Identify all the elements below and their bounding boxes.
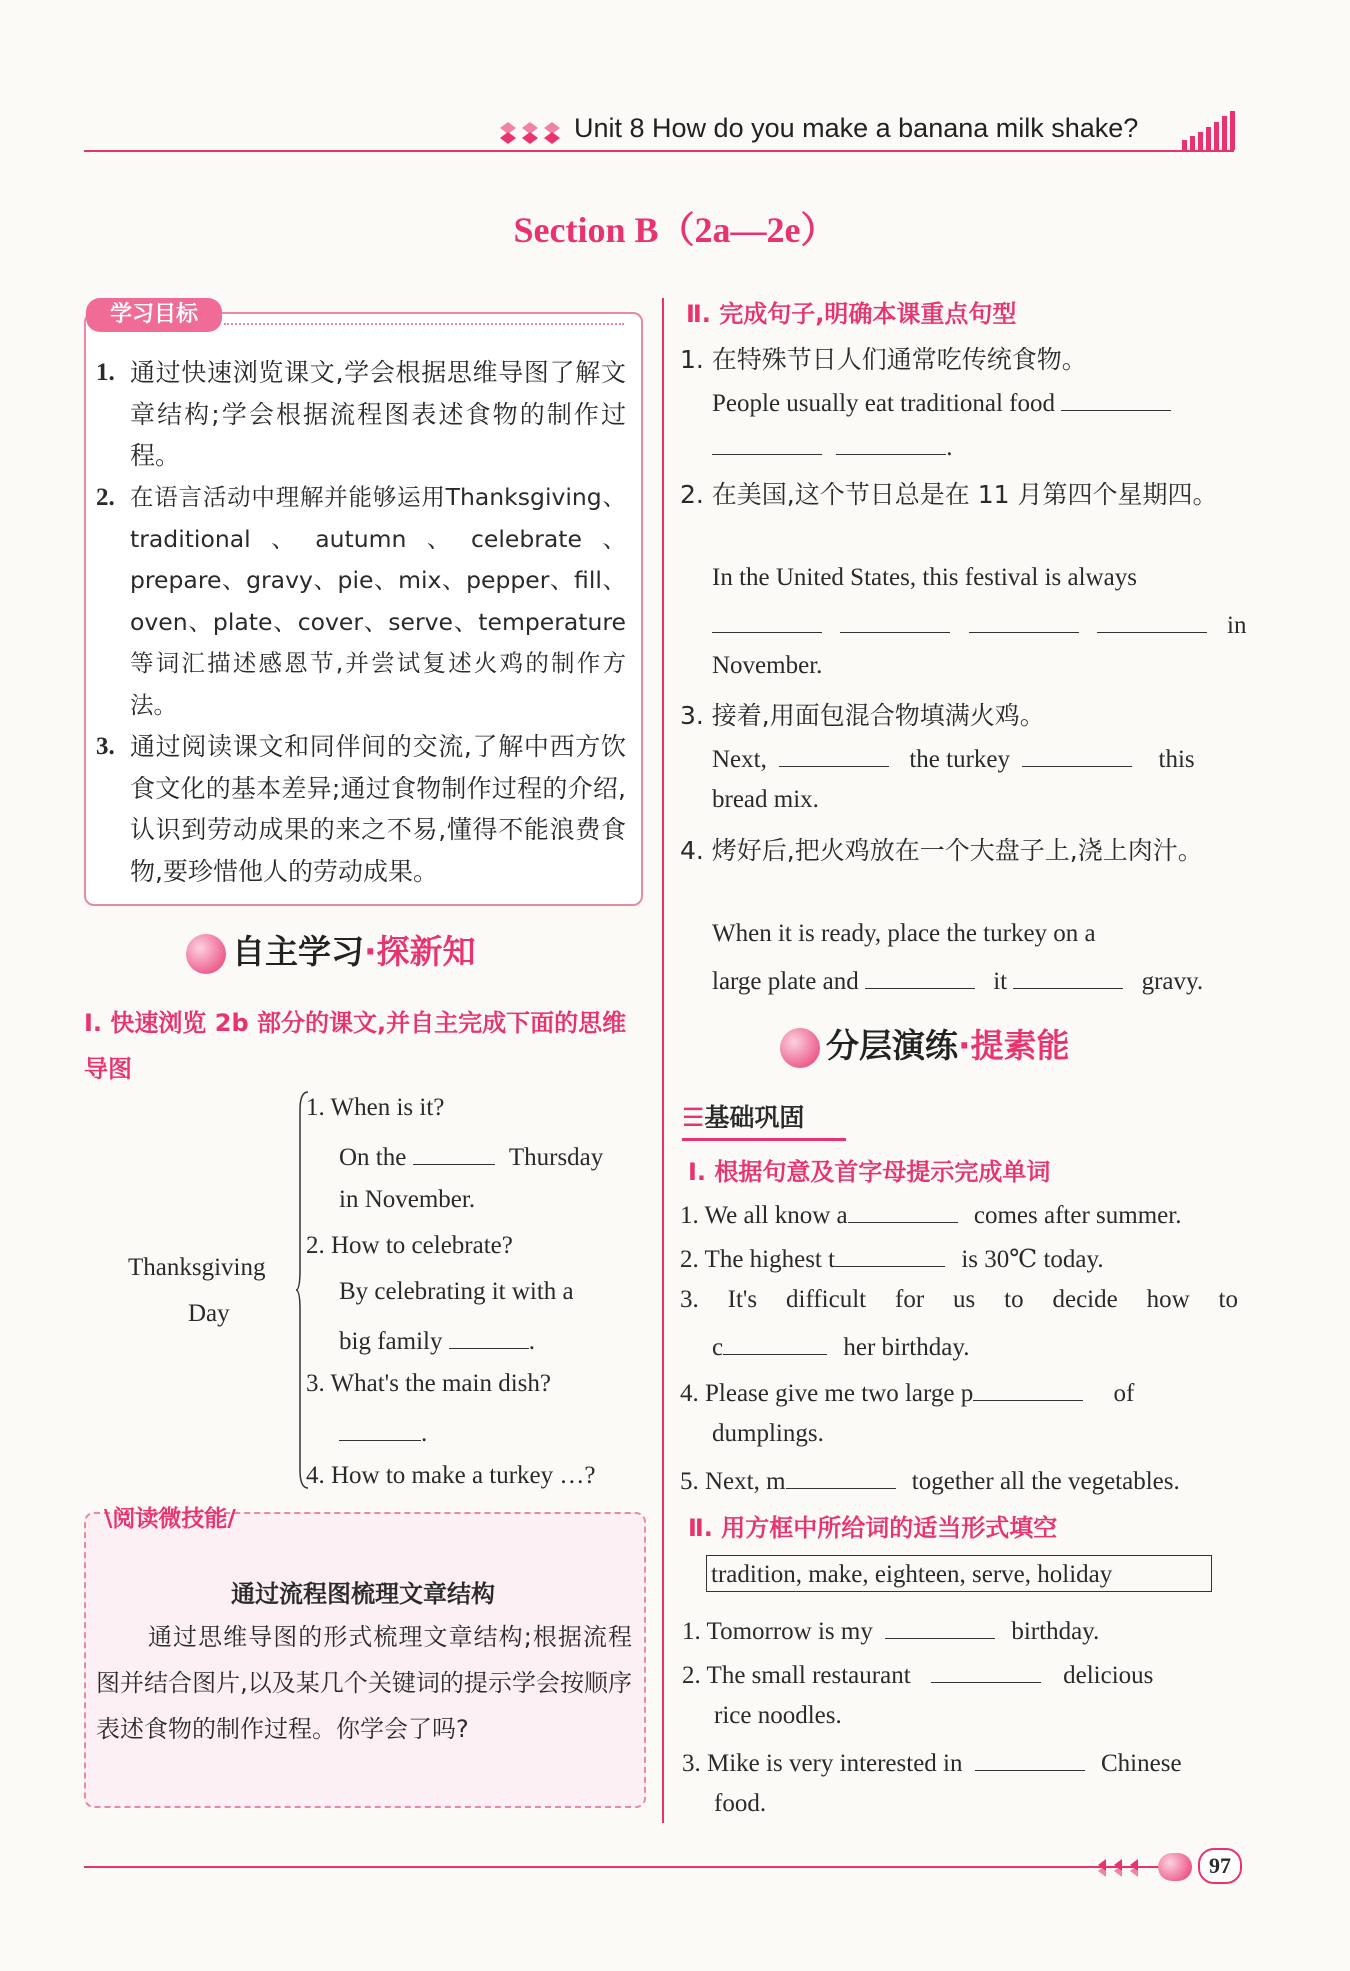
sentence-text: the turkey [909, 746, 1011, 773]
sentence-text: 1. Tomorrow is my [682, 1618, 873, 1645]
answer-blank[interactable] [885, 1614, 995, 1639]
sentence-text: 1. We all know a [680, 1202, 848, 1229]
signal-bars-icon [1180, 110, 1238, 152]
goal-item-3 [96, 726, 626, 892]
part2-q2-en: In the United States, this festival is always [712, 564, 1137, 591]
sentence-text: 4. Please give me two large p [680, 1380, 974, 1407]
sentence-text: together all the vegetables. [911, 1468, 1180, 1495]
p1-item-1 [680, 1198, 1181, 1230]
sentence-text: 2. The highest t [680, 1246, 836, 1273]
answer-blank[interactable] [1097, 608, 1207, 633]
answer-blank[interactable] [786, 1464, 896, 1489]
header-arrows-icon [500, 120, 570, 146]
sentence-text: 3. Mike is very interested in [682, 1750, 963, 1777]
goal-item-2 [96, 477, 626, 726]
p2-item-1 [682, 1614, 1099, 1646]
mind-text: Thursday [508, 1144, 604, 1171]
answer-blank[interactable] [931, 1658, 1041, 1683]
part2-q1-en-2 [712, 430, 953, 462]
part2-q1-en [712, 386, 1171, 418]
goal-text: 通过快速浏览课文,学会根据思维导图了解文章结构;学会根据流程图表述食物的制作过程。 [130, 358, 626, 470]
p1-item-3b [712, 1330, 969, 1362]
answer-blank[interactable] [339, 1416, 421, 1441]
planet-icon [780, 1028, 820, 1068]
p1-item-4b: dumplings. [712, 1420, 824, 1447]
word-bank-box: tradition, make, eighteen, serve, holiday [706, 1555, 1212, 1592]
sentence-text: this [1158, 746, 1195, 773]
tab-dotted-line [224, 323, 624, 325]
sentence-text: Chinese [1101, 1750, 1182, 1777]
mind-root-1: Thanksgiving [128, 1254, 266, 1281]
p1-item-2 [680, 1242, 1104, 1274]
answer-blank[interactable] [840, 608, 950, 633]
reading-skill-tab: \阅读微技能/ [104, 1506, 236, 1532]
part2-q3-en [712, 742, 1195, 774]
answer-blank[interactable] [865, 964, 975, 989]
sentence-text: it [993, 968, 1008, 995]
answer-blank[interactable] [835, 1242, 945, 1267]
mind-text: On the [339, 1144, 407, 1171]
answer-blank[interactable] [1013, 964, 1123, 989]
banner-label: 自主学习 [232, 932, 364, 971]
sentence-text: . [946, 434, 953, 461]
part2-q2-en-2 [712, 608, 1246, 640]
answer-blank[interactable] [779, 742, 889, 767]
part2-q2-en-3: November. [712, 652, 823, 679]
goal-num: 1. [96, 359, 115, 386]
basic-label-text: 基础巩固 [704, 1103, 805, 1132]
part2-q3-cn: 3. 接着,用面包混合物填满火鸡。 [680, 701, 1045, 730]
mind-line-5: By celebrating it with a [339, 1278, 574, 1305]
goal-item-1 [96, 352, 626, 477]
part2-q4-en-2 [712, 964, 1203, 996]
mind-line-7: 3. What's the main dish? [306, 1370, 551, 1397]
sentence-text: gravy. [1141, 968, 1204, 995]
answer-blank[interactable] [973, 1376, 1083, 1401]
p1-item-5 [680, 1464, 1180, 1496]
sentence-text: c [712, 1334, 724, 1361]
header-rule [84, 150, 1234, 152]
goal-text: 在语言活动中理解并能够运用Thanksgiving、traditional、autumn、celebrate、prepare、gravy、pie、mix、pepper、fill、oven、plate、cover、serve、temperature 等词汇描述感恩节,并尝试复述火鸡的制作方法。 [130, 483, 626, 719]
part2-q2-cn: 2. 在美国,这个节日总是在 11 月第四个星期四。 [680, 480, 1218, 509]
p2-item-2b: rice noodles. [714, 1702, 842, 1729]
mind-line-9: 4. How to make a turkey …? [306, 1462, 596, 1489]
answer-blank[interactable] [712, 430, 822, 455]
learning-goals-tab: 学习目标 [86, 298, 222, 332]
mind-line-6: big family . [339, 1324, 535, 1356]
page-number: 97 [1198, 1848, 1242, 1884]
answer-blank[interactable] [449, 1324, 529, 1349]
banner-highlight: 探新知 [376, 932, 476, 971]
banner-label: 分层演练 [826, 1026, 958, 1065]
sentence-text: Next, [712, 746, 767, 773]
goal-text: 通过阅读课文和同伴间的交流,了解中西方饮食文化的基本差异;通过食物制作过程的介绍,认识到劳动成果的来之不易,懂得不能浪费食物,要珍惜他人的劳动成果。 [130, 732, 626, 886]
part2-q1-cn: 1. 在特殊节日人们通常吃传统食物。 [680, 345, 1087, 374]
stack-icon: ☰ [682, 1103, 705, 1132]
p1-item-4 [680, 1376, 1134, 1408]
sentence-text: her birthday. [843, 1334, 970, 1361]
part2-q4-en: When it is ready, place the turkey on a [712, 920, 1096, 947]
planet-icon [186, 934, 226, 974]
reading-skill-title: 通过流程图梳理文章结构 [231, 1580, 495, 1608]
goal-num: 2. [96, 484, 115, 511]
self-study-banner [186, 926, 476, 976]
sentence-text: large plate and [712, 968, 859, 995]
mind-line-1: 1. When is it? [306, 1094, 445, 1121]
sentence-text: 2. The small restaurant [682, 1662, 911, 1689]
sentence-text: of [1113, 1380, 1135, 1407]
answer-blank[interactable] [836, 430, 946, 455]
p2-item-2 [682, 1658, 1153, 1690]
part2-title: Ⅱ. 完成句子,明确本课重点句型 [686, 300, 1017, 328]
footer-rule [84, 1866, 1174, 1868]
banner-dot: · [364, 932, 377, 971]
p1-item-3: 3. It's difficult for us to decide how to [680, 1286, 1238, 1313]
p2-item-3b: food. [714, 1790, 767, 1817]
reading-skill-label: 阅读微技能 [112, 1506, 228, 1532]
mind-line-3: in November. [339, 1186, 476, 1213]
sentence-text: People usually eat traditional food [712, 390, 1055, 417]
sentence-text: in [1227, 612, 1247, 639]
answer-blank[interactable] [848, 1198, 958, 1223]
mind-text: big family [339, 1328, 443, 1355]
reading-skill-body: 通过思维导图的形式梳理文章结构;根据流程图并结合图片,以及某几个关键词的提示学会按顺序表述食物的制作过程。你学会了吗? [96, 1623, 632, 1743]
banner-highlight: 提素能 [970, 1026, 1070, 1065]
answer-blank[interactable] [413, 1140, 495, 1165]
mind-root-2: Day [188, 1300, 230, 1327]
answer-blank[interactable] [975, 1746, 1085, 1771]
answer-blank[interactable] [1061, 386, 1171, 411]
footer-ball-icon [1158, 1853, 1192, 1881]
part2-q3-en-2: bread mix. [712, 786, 819, 813]
practice-p2-title: Ⅱ. 用方框中所给词的适当形式填空 [688, 1514, 1058, 1542]
goal-num: 3. [96, 733, 115, 760]
practice-p1-title: Ⅰ. 根据句意及首字母提示完成单词 [688, 1158, 1051, 1186]
sentence-text: is 30℃ today. [961, 1246, 1104, 1273]
mind-line-2 [339, 1140, 603, 1172]
sentence-text: delicious [1063, 1662, 1154, 1689]
banner-dot: · [958, 1026, 971, 1065]
basic-section-label [682, 1098, 846, 1141]
part1-title: Ⅰ. 快速浏览 2b 部分的课文,并自主完成下面的思维导图 [84, 1009, 627, 1083]
p2-item-3 [682, 1746, 1182, 1778]
part2-q4-cn: 4. 烤好后,把火鸡放在一个大盘子上,浇上肉汁。 [680, 836, 1203, 865]
answer-blank[interactable] [969, 608, 1079, 633]
mind-line-4: 2. How to celebrate? [306, 1232, 513, 1259]
column-divider [662, 298, 664, 1823]
footer-arrows-icon [1090, 1854, 1150, 1880]
answer-blank[interactable] [1022, 742, 1132, 767]
mind-map-brace [296, 1090, 310, 1490]
section-title: Section B（2a—2e） [513, 210, 837, 250]
sentence-text: 5. Next, m [680, 1468, 786, 1495]
practice-banner [780, 1020, 1070, 1070]
unit-title: Unit 8 How do you make a banana milk shake? [574, 113, 1139, 143]
mind-line-8 [339, 1416, 427, 1448]
answer-blank[interactable] [723, 1330, 827, 1355]
mind-text: . [421, 1420, 428, 1447]
answer-blank[interactable] [712, 608, 822, 633]
sentence-text: birthday. [1011, 1618, 1100, 1645]
sentence-text: comes after summer. [973, 1202, 1182, 1229]
